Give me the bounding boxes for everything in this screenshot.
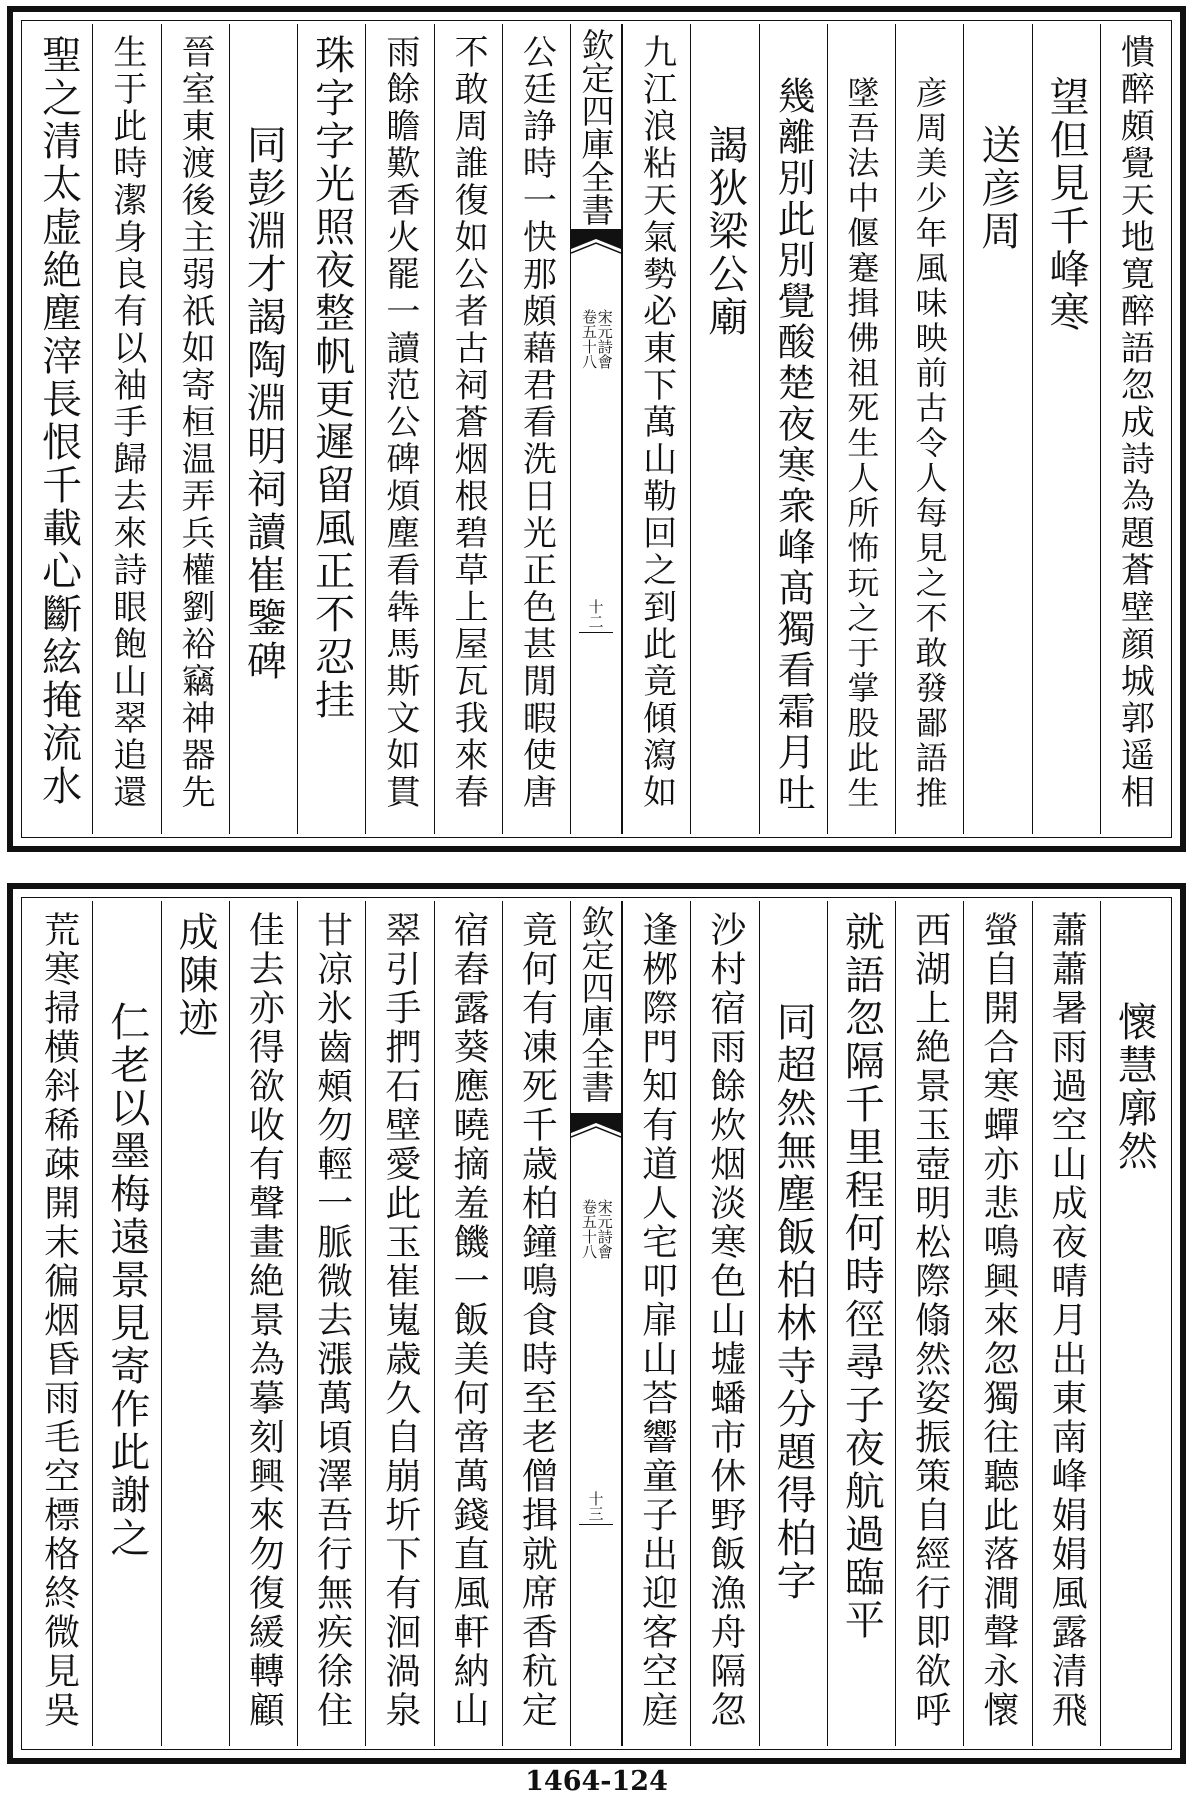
poem-line: 螢自開合寒蟬亦悲鳴興來忽獨往聽此落澗聲永懷 <box>977 911 1019 1730</box>
poem-line: 甘凉氷齒頰勿輕一脈微去漲萬頃澤吾行無疾徐住 <box>311 911 353 1730</box>
text-column <box>690 24 758 834</box>
poem-line: 晉室東渡後主弱祇如寄桓温弄兵權劉裕竊神器先 <box>175 34 216 811</box>
book-title-banner <box>570 901 622 1746</box>
poem-line: 成陳迹 <box>172 911 219 1040</box>
text-column <box>827 901 895 1746</box>
text-column <box>297 24 365 834</box>
text-column <box>895 901 963 1746</box>
poem-line: 望但見千峰寒 <box>1043 76 1090 334</box>
banner-volume: 卷五十八 <box>580 1199 598 1259</box>
poem-line: 公廷諍時一快那頗藉君看洗日光正色甚閒暇使唐 <box>516 34 557 811</box>
poem-line: 墜吾法中偃蹇揖佛祖死生人所怖玩之于掌股此生 <box>842 76 881 811</box>
poem-title: 仁老以墨梅遠景見寄作此謝之 <box>103 1001 150 1560</box>
poem-line: 珠字字光照夜整帆更遲留風正不忍挂 <box>308 34 355 722</box>
text-column <box>963 24 1031 834</box>
banner-rule <box>579 1524 613 1525</box>
text-column <box>759 901 827 1746</box>
banner-book-volume <box>580 1199 612 1259</box>
fish-tail-mark-icon <box>571 229 621 259</box>
poem-line: 彦周美少年風味映前古令人每見之不敢發鄙語推 <box>910 76 949 811</box>
poem-title: 同超然無塵飯柏林寺分題得柏字 <box>770 1001 817 1603</box>
poem-line: 雨餘瞻歎香火罷一讀范公碑煩塵看犇馬斯文如貫 <box>379 34 420 811</box>
banner-book-title: 宋元詩會 <box>595 309 614 369</box>
poem-line: 西湖上絶景玉壺明松際翛然姿振策自經行即欲呼 <box>909 911 951 1730</box>
text-column <box>25 24 92 834</box>
text-column <box>161 901 229 1746</box>
text-column <box>229 901 297 1746</box>
banner-book-title: 宋元詩會 <box>595 1199 614 1259</box>
text-column <box>434 24 502 834</box>
text-column <box>895 24 963 834</box>
poem-title: 懷慧廓然 <box>1111 1001 1158 1173</box>
text-column <box>92 901 160 1746</box>
book-title-banner <box>570 24 622 834</box>
fish-tail-mark-icon <box>571 1113 621 1143</box>
poem-line: 幾離別此別覺酸楚夜寒衆峰髙獨看霜月吐 <box>771 76 816 814</box>
text-column <box>502 24 570 834</box>
lower-page <box>7 883 1186 1764</box>
text-column <box>434 901 502 1746</box>
poem-line: 竟何有凍死千歳柏鐘鳴食時至老僧揖就席香秔定 <box>516 911 558 1730</box>
banner-page-number: 十三 <box>586 1491 605 1521</box>
poem-title: 送彦周 <box>974 124 1021 253</box>
text-column <box>1032 24 1100 834</box>
text-column <box>297 901 365 1746</box>
text-column <box>759 24 827 834</box>
text-column <box>161 24 229 834</box>
banner-volume: 卷五十八 <box>580 309 598 369</box>
page-reference: 1464-124 <box>525 1766 668 1797</box>
poem-line: 生于此時潔身良有以袖手歸去來詩眼飽山翠追還 <box>106 34 147 811</box>
poem-line: 荒寒掃横斜稀疎開末徧烟昏雨毛空標格終微見吳 <box>38 911 80 1730</box>
poem-line: 翠引手捫石壁愛此玉崔嵬歳久自崩圻下有洄渦泉 <box>379 911 421 1730</box>
text-column <box>1100 901 1168 1746</box>
poem-line: 九江浪粘天氣勢必東下萬山勒回之到此竟傾瀉如 <box>636 34 677 811</box>
banner-rule <box>579 632 613 633</box>
text-column <box>963 901 1031 1746</box>
text-column <box>92 24 160 834</box>
text-column <box>502 901 570 1746</box>
poem-line: 憒醉頗覺天地寛醉語忽成詩為題蒼壁顔城郭遥相 <box>1114 34 1155 811</box>
text-column <box>365 24 433 834</box>
text-column <box>827 24 895 834</box>
poem-line: 佳去亦得欲收有聲畫絶景為摹刻興來勿復緩轉顧 <box>243 911 285 1730</box>
poem-line: 聖之清太虚絶塵滓長恨千載心斷絃掩流水 <box>35 34 82 808</box>
text-column <box>1100 24 1168 834</box>
poem-title: 謁狄梁公廟 <box>701 124 748 339</box>
text-column <box>690 901 758 1746</box>
upper-page <box>7 6 1186 852</box>
text-column <box>229 24 297 834</box>
poem-line: 不敢周誰復如公者古祠蒼烟根碧草上屋瓦我來春 <box>448 34 489 811</box>
lower-page-columns <box>25 901 1168 1746</box>
banner-title: 欽定四庫全書 <box>576 905 616 1103</box>
text-column <box>1032 901 1100 1746</box>
text-column <box>365 901 433 1746</box>
text-column <box>622 24 690 834</box>
poem-title: 同彭淵才謁陶淵明祠讀崔鑒碑 <box>240 124 287 683</box>
banner-page-number: 十二 <box>586 599 605 629</box>
poem-line: 沙村宿雨餘炊烟淡寒色山墟蟠市休野飯漁舟隔忽 <box>704 911 746 1730</box>
poem-line: 蕭蕭暑雨過空山成夜晴月出東南峰娟娟風露清飛 <box>1046 911 1088 1730</box>
text-column <box>622 901 690 1746</box>
banner-book-volume <box>580 309 612 369</box>
banner-title: 欽定四庫全書 <box>576 28 616 226</box>
poem-line: 逢桞際門知有道人宅叩扉山荅響童子出迎客空庭 <box>636 911 678 1730</box>
poem-line: 就語忽隔千里程何時徑尋子夜航過臨平 <box>838 911 885 1642</box>
text-column <box>25 901 92 1746</box>
poem-line: 宿舂露葵應曉摘羞饑一飯美何啻萬錢直風軒納山 <box>448 911 490 1730</box>
upper-page-columns <box>25 24 1168 834</box>
